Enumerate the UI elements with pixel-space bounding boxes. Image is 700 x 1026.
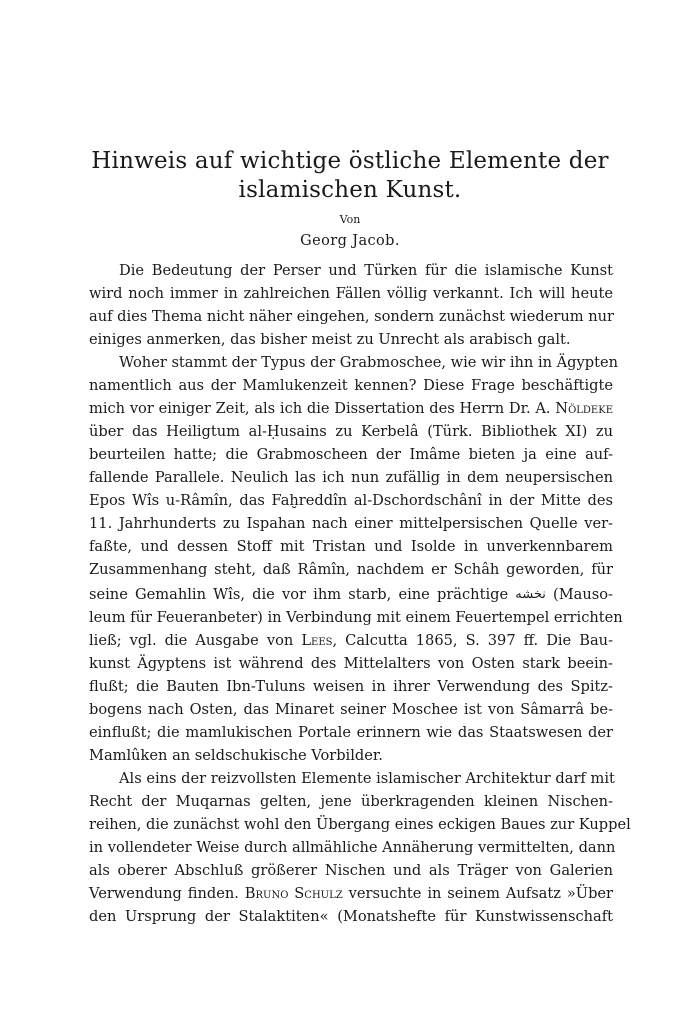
text-line: Recht der Muqarnas gelten, jene überkragenden kleinen Nischen- [89,793,613,810]
text-line: fallende Parallele. Neulich las ich nun zufällig in dem neupersischen [89,469,613,486]
text-line: wird noch immer in zahlreichen Fällen völlig verkannt. Ich will heute [89,285,613,302]
text-segment: mich vor einiger Zeit, als ich die Dissertation des Herrn Dr. A. [89,400,551,417]
text-line: namentlich aus der Mamlukenzeit kennen? Diese Frage beschäftigte [89,377,613,394]
article-title-line-2: islamischen Kunst. [238,177,462,203]
text-line [89,885,613,903]
text-line: 11. Jahrhunderts zu Ispahan nach einer mittelpersischen Quelle ver- [89,515,613,532]
text-line: auf dies Thema nicht näher eingehen, sondern zunächst wiederum nur [89,308,614,325]
text-line: in vollendeter Weise durch allmähliche Annäherung vermittelten, dann [89,839,616,856]
author-name-schulz: Bruno Schulz [244,885,343,902]
text-line: über das Heiligtum al-Ḥusains zu Kerbelâ (Türk. Bibliothek XI) zu [89,423,613,440]
text-line: Epos Wîs u-Râmîn, das Faḫreddîn al-Dschordschânî in der Mitte des [89,492,613,509]
text-segment: (Mauso- [553,586,613,603]
text-line: einiges anmerken, das bisher meist zu Unrecht als arabisch galt. [89,331,571,348]
text-segment: versuchte in seinem Aufsatz »Über [348,885,614,902]
text-line [89,586,613,604]
author-name-noeldeke: Nöldeke [555,400,613,417]
author-name: Georg Jacob. [300,233,400,249]
text-line: faßte, und dessen Stoff mit Tristan und Isolde in unverkennbarem [89,538,613,555]
text-line: flußt; die Bauten Ibn-Tuluns weisen in ihrer Verwendung des Spitz- [89,678,613,695]
text-line: als oberer Abschluß größerer Nischen und als Träger von Galerien [89,862,613,879]
text-line: Die Bedeutung der Perser und Türken für die islamische Kunst [119,262,613,279]
text-line: Woher stammt der Typus der Grabmoschee, wie wir ihn in Ägypten [119,354,619,371]
text-segment: seine Gemahlin Wîs, die vor ihm starb, eine prächtige [89,586,509,603]
text-segment: ließ; vgl. die Ausgabe von [89,632,294,649]
author-name-lees: Lees [301,632,333,649]
text-line: bogens nach Osten, das Minaret seiner Moschee ist von Sâmarrâ be- [89,701,613,718]
text-line: reihen, die zunächst wohl den Übergang eines eckigen Baues zur Kuppel [89,816,631,833]
text-line [89,400,613,418]
text-line [89,632,613,650]
text-line: einflußt; die mamlukischen Portale erinnern wie das Staatswesen der [89,724,613,741]
text-line: Zusammenhang steht, daß Râmîn, nachdem er Schâh geworden, für [89,561,613,578]
text-line: den Ursprung der Stalaktiten« (Monatshefte für Kunstwissenschaft [89,908,613,925]
text-line: Mamlûken an seldschukische Vorbilder. [89,747,383,764]
text-line: leum für Feueranbeter) in Verbindung mit einem Feuertempel errichten [89,609,623,626]
text-segment: Verwendung finden. [89,885,239,902]
arabic-word: نخشه [515,587,546,602]
text-segment: , Calcutta 1865, S. 397 ff. Die Bau- [332,632,613,649]
text-line: beurteilen hatte; die Grabmoscheen der Imâme bieten ja eine auf- [89,446,613,463]
text-line: kunst Ägyptens ist während des Mittelalters von Osten stark beein- [89,655,613,672]
byline-von: Von [339,213,361,226]
text-line: Als eins der reizvollsten Elemente islamischer Architektur darf mit [119,770,615,787]
article-title-line-1: Hinweis auf wichtige östliche Elemente der [91,148,609,174]
